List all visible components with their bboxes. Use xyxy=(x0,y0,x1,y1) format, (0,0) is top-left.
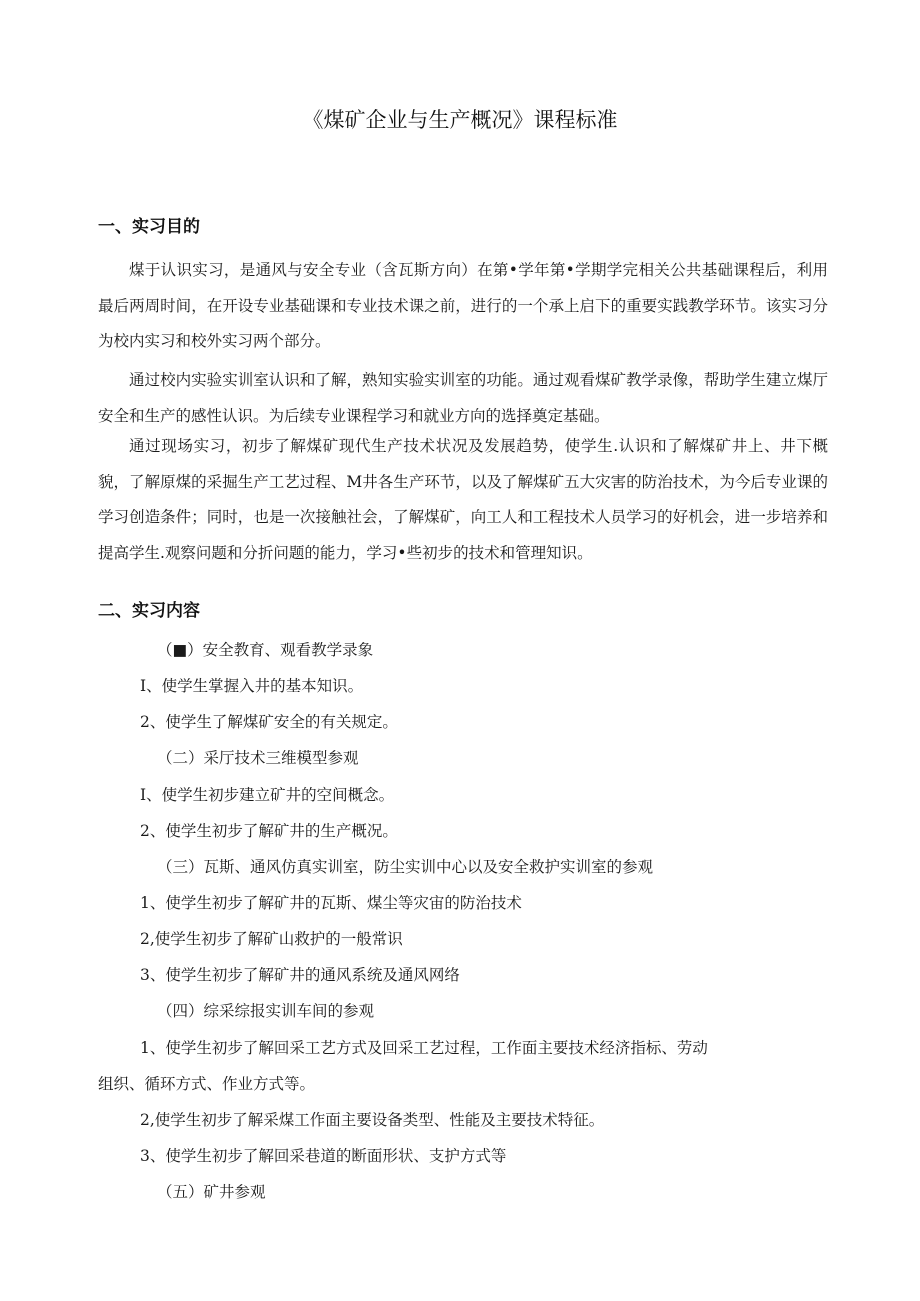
list-item: I、使学生掌握入井的基本知识。 xyxy=(140,677,364,695)
list-subheading: （三）瓦斯、通风仿真实训室，防尘实训中心以及安全救护实训室的参观 xyxy=(157,858,654,876)
list-item: 2,使学生初步了解矿山救护的一般常识 xyxy=(140,930,403,948)
list-item: 1、使学生初步了解回采工艺方式及回采工艺过程，工作面主要技术经济指标、劳动 xyxy=(140,1039,708,1057)
list-item: 1、使学生初步了解矿井的瓦斯、煤尘等灾宙的防治技术 xyxy=(140,894,522,912)
document-title: 《煤矿企业与生产概况》课程标准 xyxy=(302,108,618,132)
list-subheading: （■）安全教育、观看教学录象 xyxy=(157,641,374,659)
list-subheading: （五）矿井参观 xyxy=(157,1183,266,1201)
list-subheading: （二）采厅技术三维模型参观 xyxy=(157,749,359,767)
paragraph: 通过现场实习，初步了解煤矿现代生产技术状况及发展趋势，使学生.认识和了解煤矿井上、井下概貌，了解原煤的采掘生产工艺过程、M井各生产环节，以及了解煤矿五大灾害的防治技术，为今后专业课的学习创造条件；同时，也是一次接触社会，了解煤矿，向工人和工程技术人员学习的好机会，进一步培养和提高学生.观察问题和分折问题的能力，学习•些初步的技术和管理知识。 xyxy=(98,437,828,562)
section-heading-purpose: 一、实习目的 xyxy=(98,217,200,237)
list-item: 3、使学生初步了解矿井的通风系统及通风网络 xyxy=(140,966,460,984)
list-subheading: （四）综采综报实训车间的参观 xyxy=(157,1002,375,1020)
section-heading-content: 二、实习内容 xyxy=(98,601,200,621)
list-item: I、使学生初步建立矿井的空间概念。 xyxy=(140,786,395,804)
list-item: 2,使学生初步了解采煤工作面主要设备类型、性能及主要技术特征。 xyxy=(140,1111,605,1129)
list-item: 2、使学生了解煤矿安全的有关规定。 xyxy=(140,713,398,731)
list-item: 3、使学生初步了解回采巷道的断面形状、支护方式等 xyxy=(140,1147,507,1165)
paragraph: 通过校内实验实训室认识和了解，熟知实验实训室的功能。通过观看煤矿教学录像，帮助学生建立煤厅安全和生产的感性认识。为后续专业课程学习和就业方向的选择奠定基础。 xyxy=(98,371,828,425)
paragraph: 煤于认识实习，是通风与安全专业（含瓦斯方向）在第•学年第•学期学完相关公共基础课程后，利用最后两周时间，在开设专业基础课和专业技术课之前，进行的一个承上启下的重要实践教学环节。该实习分为校内实习和校外实习两个部分。 xyxy=(98,261,828,350)
list-item-continuation: 组织、循环方式、作业方式等。 xyxy=(98,1075,316,1093)
list-item: 2、使学生初步了解矿井的生产概况。 xyxy=(140,822,398,840)
